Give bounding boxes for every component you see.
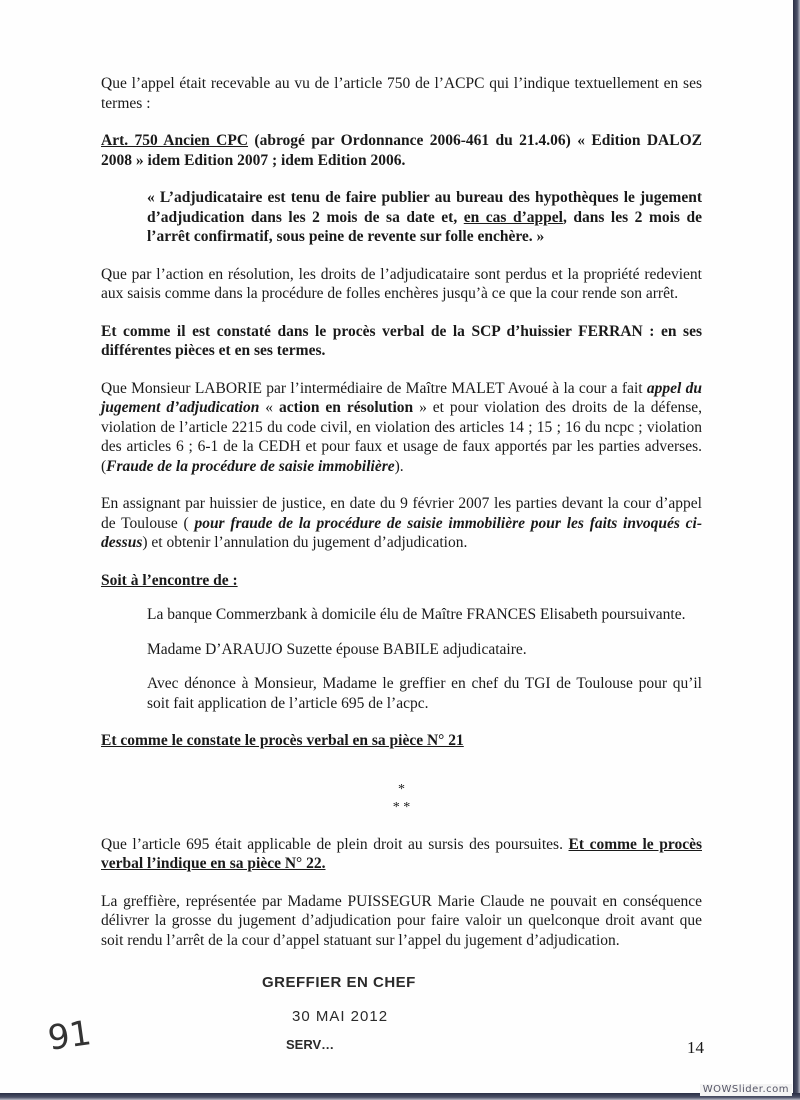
- article-750-reference: [101, 131, 702, 170]
- paragraph-appeal-admissible: Que l’appel était recevable au vu de l’article 750 de l’ACPC qui l’indique textuellement en ses termes :: [101, 75, 702, 112]
- heading-piece-21: Et comme le constate le procès verbal en sa pièce N° 21: [101, 732, 464, 749]
- stamp-greffier: GREFFIER EN CHEF: [262, 974, 416, 991]
- party-text: Avec dénonce à Monsieur, Madame le greffier en chef du TGI de Toulouse pour qu’il soit fait application de l’article 695 de l’acpc.: [147, 675, 702, 712]
- party-text: Madame D’ARAUJO Suzette épouse BABILE adjudicataire.: [147, 640, 527, 658]
- list-item: [101, 640, 702, 660]
- quote-text-1: « L’adjudicataire est tenu de faire publier au bureau des hypothèques le jugement d’adjudication dans les 2 mois de sa date et,: [147, 189, 702, 226]
- page-footer: [0, 972, 793, 1072]
- emphasis: Et comme le procès verbal l’indique en sa pièce N° 22.: [101, 835, 702, 872]
- text: ) et obtenir l’annulation du jugement d’adjudication.: [142, 534, 468, 551]
- text: Que l’article 695 était applicable de plein droit au sursis des poursuites.: [101, 835, 569, 853]
- heading-against: Soit à l’encontre de :: [101, 571, 238, 589]
- article-750-quote: [101, 188, 702, 247]
- asterisk-icon: *: [398, 781, 405, 797]
- frame-border-right: [793, 0, 800, 1100]
- list-item: [101, 605, 702, 625]
- watermark: WOWSlider.com: [700, 1084, 792, 1096]
- stamp-service: SERV…: [286, 1037, 335, 1052]
- paragraph-laborie-appeal: [101, 379, 702, 477]
- quote-text-2: , dans les 2 mois de l’arrêt confirmatif, sous peine de revente sur folle enchère. »: [147, 208, 702, 245]
- stamp: [262, 972, 462, 1054]
- page-number: 14: [687, 1038, 704, 1057]
- document-body: [101, 74, 702, 950]
- paragraph-article-695: [101, 835, 702, 874]
- parties-list: [101, 605, 702, 713]
- emphasis: appel du jugement d’adjudication: [101, 379, 702, 416]
- paragraph-summons: [101, 494, 702, 553]
- frame-border-bottom: [0, 1093, 800, 1100]
- list-item: [101, 674, 702, 713]
- text: Que Monsieur LABORIE par l’intermédiaire de Maître MALET Avoué à la cour a fait: [101, 379, 647, 397]
- article-750-title: Art. 750 Ancien CPC: [101, 132, 249, 149]
- text: » et pour violation des droits de la défense, violation de l’article 2215 du code civil, en violation des articles 14 ; 15 ; 16 du ncpc ; violation des articles 6 ; 6-1 de la CEDH et pour faux et usage de faux apportés par les parties adverses. (: [101, 399, 703, 475]
- article-750-edition: (abrogé par Ordonnance 2006-461 du 21.4.06) « Edition DALOZ 2008 » idem Edition 2007 ; idem Edition 2006.: [101, 132, 702, 169]
- paragraph-greffiere: La greffière, représentée par Madame PUISSEGUR Marie Claude ne pouvait en conséquence délivrer la grosse du jugement d’adjudication pour faire valoir un quelconque droit avant que soit rendu l’arrêt de la cour d’appel statuant sur l’appel du jugement d’adjudication.: [101, 892, 702, 949]
- paragraph-ferran-report: Et comme il est constaté dans le procès verbal de la SCP d’huissier FERRAN : en ses différentes pièces et en ses termes.: [101, 322, 702, 359]
- text: En assignant par huissier de justice, en date du 9 février 2007 les parties devant la cour d’appel de Toulouse (: [101, 495, 702, 532]
- text: ).: [394, 457, 404, 475]
- asterisk-icon: * *: [392, 799, 411, 815]
- stamp-date: 30 MAI 2012: [292, 1008, 389, 1025]
- quote-list: [101, 188, 702, 247]
- quote-underlined: en cas d’appel: [463, 208, 563, 226]
- section-separator: [101, 781, 702, 817]
- handwritten-number: 91: [45, 1013, 94, 1059]
- party-text: La banque Commerzbank à domicile élu de Maître FRANCES Elisabeth poursuivante.: [147, 606, 686, 623]
- emphasis: action en résolution: [279, 399, 414, 416]
- emphasis: Fraude de la procédure de saisie immobilière: [106, 457, 395, 475]
- text: «: [259, 399, 279, 416]
- emphasis: pour fraude de la procédure de saisie immobilière pour les faits invoqués ci-dessus: [101, 514, 702, 551]
- paragraph-resolution: Que par l’action en résolution, les droits de l’adjudicataire sont perdus et la propriété redevient aux saisis comme dans la procédure de folles enchères jusqu’à ce que la cour rende son arrêt.: [101, 265, 702, 302]
